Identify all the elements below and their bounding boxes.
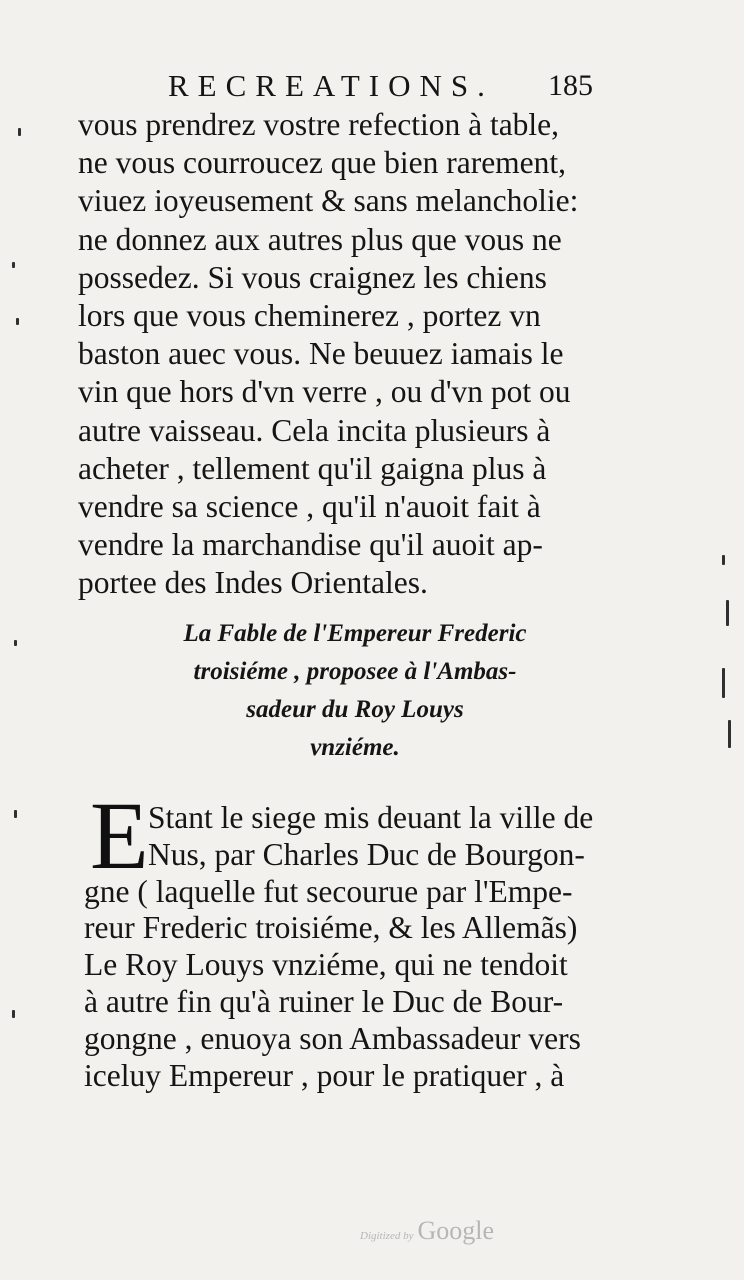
text-line: gne ( laquelle fut secourue par l'Empe-: [84, 873, 573, 909]
margin-speck: [16, 318, 19, 325]
page-number: 185: [548, 69, 593, 102]
text-line: portee des Indes Orientales.: [78, 565, 428, 601]
margin-speck: [726, 600, 729, 626]
watermark-prefix: Digitized by: [360, 1230, 414, 1242]
margin-speck: [12, 262, 15, 268]
page-header: [168, 66, 608, 106]
text-line: autre vaisseau. Cela incita plusieurs à: [78, 412, 551, 448]
heading-line: vnziéme.: [310, 734, 400, 761]
text-line: ne donnez aux autres plus que vous ne: [78, 221, 562, 257]
text-line: gongne , enuoya son Ambassadeur vers: [84, 1020, 581, 1056]
margin-speck: [722, 668, 725, 698]
margin-speck: [722, 555, 725, 565]
google-logo: Google: [417, 1216, 495, 1245]
text-line: Le Roy Louys vnziéme, qui ne tendoit: [84, 947, 568, 983]
heading-line: troisiéme , proposee à l'Ambas-: [193, 658, 517, 685]
margin-speck: [12, 1010, 15, 1018]
margin-speck: [14, 810, 17, 818]
heading-line: La Fable de l'Empereur Frederic: [183, 620, 527, 647]
text-line: vous prendrez vostre refection à table,: [78, 107, 560, 142]
text-line: ne vous courroucez que bien rarement,: [78, 145, 567, 181]
digitization-watermark: [360, 1216, 494, 1246]
drop-cap: E: [90, 782, 149, 889]
text-line: vin que hors d'vn verre , ou d'vn pot ou: [78, 374, 571, 410]
text-line: acheter , tellement qu'il gaigna plus à: [78, 450, 547, 486]
heading-line: sadeur du Roy Louys: [246, 696, 464, 723]
margin-speck: [14, 640, 17, 646]
text-line: vendre sa science , qu'il n'auoit fait à: [78, 488, 541, 524]
text-line: lors que vous cheminerez , portez vn: [78, 297, 541, 333]
text-line: possedez. Si vous craignez les chiens: [78, 259, 547, 295]
margin-speck: [728, 720, 731, 748]
body-paragraph: [78, 106, 608, 602]
fable-heading: [120, 615, 590, 767]
margin-speck: [18, 128, 21, 136]
text-line: Stant le siege mis deuant la ville de: [148, 800, 594, 835]
chapter-paragraph: [84, 800, 612, 1094]
text-line: reur Frederic troisiéme, & les Allemãs): [84, 910, 578, 946]
text-line: vendre la marchandise qu'il auoit ap-: [78, 527, 543, 563]
text-line: viuez ioyeusement & sans melancholie:: [78, 183, 579, 219]
text-line: à autre fin qu'à ruiner le Duc de Bour-: [84, 983, 564, 1019]
text-line: Nus, par Charles Duc de Bourgon-: [148, 836, 585, 872]
running-title: RECREATIONS.: [168, 68, 494, 103]
text-line: baston auec vous. Ne beuuez iamais le: [78, 336, 564, 372]
text-line: iceluy Empereur , pour le pratiquer , à: [84, 1057, 565, 1093]
